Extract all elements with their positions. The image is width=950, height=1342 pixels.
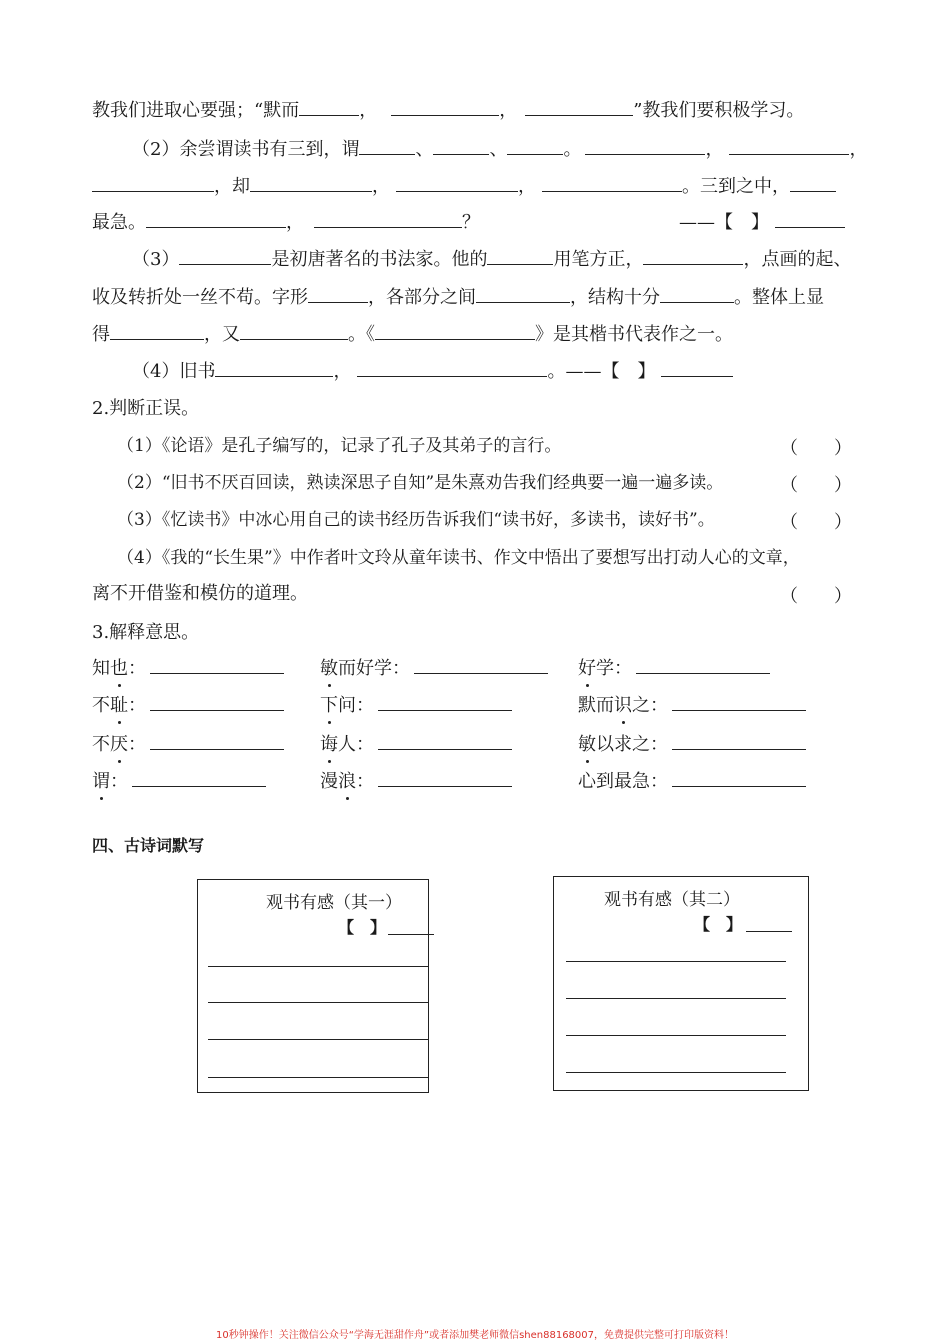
write-line[interactable] <box>208 1039 428 1040</box>
judge-bracket-2[interactable]: （ ） <box>780 475 852 496</box>
answer-blank[interactable] <box>378 731 512 750</box>
text: 教我们进取心要强；“默而 <box>92 100 300 121</box>
text: （4）旧书 <box>132 361 216 382</box>
answer-blank[interactable] <box>672 731 806 750</box>
blank[interactable] <box>775 209 845 228</box>
write-line[interactable] <box>208 1002 428 1003</box>
explain-item <box>578 692 806 718</box>
blank[interactable] <box>375 321 535 340</box>
blank[interactable] <box>661 358 733 377</box>
section-title: 四、古诗词默写 <box>92 836 205 855</box>
author-blank-1[interactable] <box>388 934 434 935</box>
answer-blank[interactable] <box>378 768 512 787</box>
blank[interactable] <box>314 209 462 228</box>
answer-blank[interactable] <box>378 692 512 711</box>
explain-item <box>320 768 512 794</box>
explain-item <box>320 692 512 718</box>
explain-term-dotted: 也 <box>110 658 128 679</box>
explain-item <box>578 768 806 794</box>
judge-bracket-1[interactable]: （ ） <box>780 438 852 459</box>
blank[interactable] <box>660 284 734 303</box>
judge-bracket-4[interactable]: （ ） <box>780 586 852 607</box>
blank[interactable] <box>476 284 570 303</box>
judge-item-2: （2）“旧书不厌百回读，熟读深思子自知”是朱熹劝告我们经典要一遍一遍多读。 <box>117 473 724 493</box>
text: ， <box>518 176 536 197</box>
explain-item <box>92 692 284 718</box>
poem-box-1 <box>197 879 429 1093</box>
fill-line-6 <box>92 284 824 310</box>
write-line[interactable] <box>208 966 428 967</box>
explain-item <box>578 655 770 681</box>
blank[interactable] <box>357 358 547 377</box>
blank[interactable] <box>729 136 849 155</box>
text: 、 <box>415 139 434 160</box>
answer-blank[interactable] <box>672 692 806 711</box>
explain-title: 3.解释意思。 <box>92 622 200 643</box>
text: 是初唐著名的书法家。他的 <box>271 249 488 270</box>
judge-title: 2.判断正误。 <box>92 398 200 419</box>
blank[interactable] <box>542 173 682 192</box>
text: 收及转折处一丝不苟。字形 <box>92 287 308 308</box>
blank[interactable] <box>215 358 333 377</box>
blank[interactable] <box>179 246 271 265</box>
explain-term-dotted: 浪 <box>338 771 356 792</box>
write-line[interactable] <box>566 1035 786 1036</box>
explain-term-pre: 知 <box>92 658 110 679</box>
text: （3） <box>132 249 180 270</box>
text: ？ <box>462 212 480 233</box>
answer-blank[interactable] <box>150 692 284 711</box>
blank[interactable] <box>525 97 633 116</box>
blank[interactable] <box>110 321 204 340</box>
author-bracket-2: 【 】 <box>694 915 743 934</box>
blank[interactable] <box>507 136 563 155</box>
write-line[interactable] <box>566 1072 786 1073</box>
author-bracket-1: 【 】 <box>338 918 387 937</box>
text: ，却 <box>214 176 250 197</box>
text: ， <box>372 176 390 197</box>
explain-term-dotted: 敏 <box>320 658 338 679</box>
text: ， <box>849 139 868 160</box>
blank[interactable] <box>396 173 518 192</box>
explain-item <box>92 731 284 757</box>
explain-term-pre: 默而 <box>578 695 614 716</box>
fill-line-1 <box>92 97 804 123</box>
explain-term-post: ： <box>110 771 128 792</box>
text: ，各部分之间 <box>368 287 476 308</box>
blank[interactable] <box>240 321 348 340</box>
answer-blank[interactable] <box>132 768 266 787</box>
text: ， <box>499 100 518 121</box>
text: 最急。 <box>92 212 146 233</box>
blank[interactable] <box>433 136 489 155</box>
explain-item <box>320 655 548 681</box>
judge-bracket-3[interactable]: （ ） <box>780 512 852 533</box>
explain-term-pre: 心到最急： <box>578 771 668 792</box>
explain-term-post: 人： <box>338 734 374 755</box>
explain-term-post: ： <box>356 771 374 792</box>
blank[interactable] <box>146 209 286 228</box>
text: ， <box>359 100 378 121</box>
fill-line-5 <box>92 246 851 272</box>
blank[interactable] <box>359 136 415 155</box>
explain-term-post: 之： <box>632 695 668 716</box>
explain-term-dotted: 谓 <box>92 771 110 792</box>
text: ，结构十分 <box>570 287 660 308</box>
explain-term-dotted: 识 <box>614 695 632 716</box>
write-line[interactable] <box>208 1077 428 1078</box>
blank[interactable] <box>643 246 743 265</box>
text: ，又 <box>204 324 240 345</box>
explain-term-pre: 漫 <box>320 771 338 792</box>
blank[interactable] <box>250 173 372 192</box>
blank[interactable] <box>391 97 499 116</box>
answer-blank[interactable] <box>150 655 284 674</box>
footer-note: 10秒钟操作！关注微信公众号“学海无涯甜作舟”或者添加樊老师微信shen88168007，免费提供完整可打印版资料！ <box>215 1330 735 1341</box>
poem-title-1: 观书有感（其一） <box>266 893 402 913</box>
explain-item <box>578 731 806 757</box>
text: ，点画的起、 <box>743 249 852 270</box>
explain-term-dotted: 敏 <box>578 734 596 755</box>
text: 用笔方正， <box>553 249 644 270</box>
explain-term-dotted: 好 <box>578 658 596 679</box>
explain-term-pre: 不 <box>92 695 110 716</box>
text: ， <box>333 361 352 382</box>
write-line[interactable] <box>566 961 786 962</box>
explain-term-post: 而好学： <box>338 658 410 679</box>
text: 。——【 】 <box>547 361 656 382</box>
poem-box-2 <box>553 876 809 1091</box>
blank[interactable] <box>487 246 553 265</box>
answer-blank[interactable] <box>414 655 548 674</box>
fill-line-4 <box>92 209 480 235</box>
text: 。整体上显 <box>734 287 824 308</box>
text: ， <box>286 212 304 233</box>
text: 。 <box>563 139 582 160</box>
blank[interactable] <box>585 136 705 155</box>
text: 、 <box>489 139 508 160</box>
text: ——【 】 <box>679 212 769 233</box>
explain-item <box>320 731 512 757</box>
write-line[interactable] <box>566 998 786 999</box>
blank[interactable] <box>308 284 368 303</box>
explain-term-post: ： <box>128 734 146 755</box>
blank[interactable] <box>92 173 214 192</box>
explain-term-pre: 不 <box>92 734 110 755</box>
text: 。三到之中， <box>682 176 790 197</box>
author-slot-1 <box>679 209 845 235</box>
explain-term-post: 学： <box>596 658 632 679</box>
text: 》是其楷书代表作之一。 <box>535 324 733 345</box>
judge-item-4-cont: 离不开借鉴和模仿的道理。 <box>92 583 308 604</box>
judge-item-3: （3）《忆读书》中冰心用自己的读书经历告诉我们“读书好，多读书，读好书”。 <box>117 510 715 530</box>
answer-blank[interactable] <box>672 768 806 787</box>
answer-blank[interactable] <box>150 731 284 750</box>
explain-term-post: ： <box>128 658 146 679</box>
judge-item-4: （4）《我的“长生果”》中作者叶文玲从童年读书、作文中悟出了要想写出打动人心的文章， <box>117 548 800 568</box>
author-blank-2[interactable] <box>746 931 792 932</box>
text: 。《 <box>348 324 375 345</box>
explain-term-post: ： <box>128 695 146 716</box>
explain-term-dotted: 下 <box>320 695 338 716</box>
explain-term-post: 以求之： <box>596 734 668 755</box>
text: 得 <box>92 324 110 345</box>
explain-term-dotted: 厌 <box>110 734 128 755</box>
text: ， <box>705 139 724 160</box>
explain-item <box>92 655 284 681</box>
explain-item <box>92 768 266 794</box>
text: ”教我们要积极学习。 <box>633 100 805 121</box>
blank[interactable] <box>299 97 359 116</box>
poem-title-2: 观书有感（其二） <box>604 890 740 910</box>
explain-term-dotted: 诲 <box>320 734 338 755</box>
fill-line-3 <box>92 173 836 199</box>
fill-line-8 <box>92 358 733 384</box>
fill-line-7 <box>92 321 733 347</box>
fill-line-2 <box>92 136 867 162</box>
explain-term-dotted: 耻 <box>110 695 128 716</box>
blank[interactable] <box>790 173 836 192</box>
text: （2）余尝谓读书有三到，谓 <box>132 139 360 160</box>
judge-item-1: （1）《论语》是孔子编写的，记录了孔子及其弟子的言行。 <box>117 436 562 456</box>
explain-term-post: 问： <box>338 695 374 716</box>
answer-blank[interactable] <box>636 655 770 674</box>
